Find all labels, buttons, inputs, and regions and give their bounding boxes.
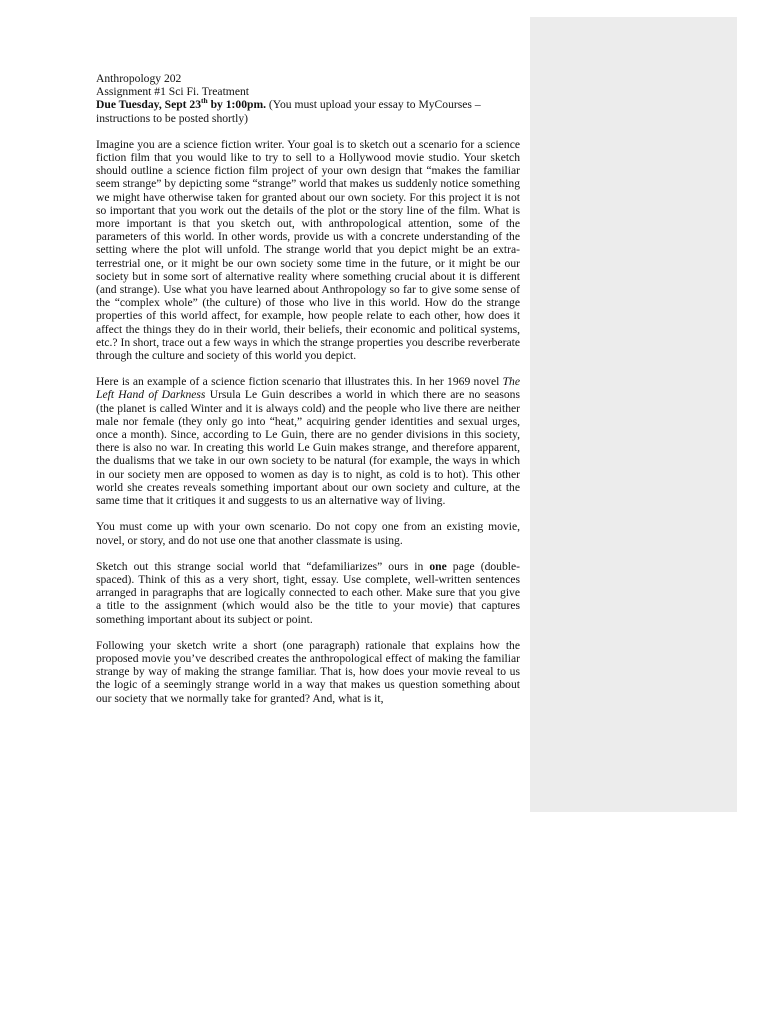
paragraph-rationale: Following your sketch write a short (one paragraph) rationale that explains how the proposed movie you’ve described creates the anthropological effect of making the familiar strange by way of making the strange familiar. That is, how does your movie reveal to us the logic of a seemingly strange world in a way that makes us question something about our society that we normally take for granted? And, what is it, [96, 638, 520, 705]
due-time: by 1:00pm. [207, 98, 267, 112]
paragraph-example [96, 375, 520, 507]
due-date-label: Due Tuesday, Sept 23 [96, 98, 202, 112]
novel-title: The Left Hand of Darkness [96, 375, 520, 402]
document-page [96, 72, 520, 705]
paragraph-originality: You must come up with your own scenario. Do not copy one from an existing movie, novel, or story, and do not use one that another classmate is using. [96, 520, 520, 547]
paragraph-format-body: page (double-spaced). Think of this as a very short, tight, essay. Use complete, well-written sentences arranged in paragraphs that are logically connected to each other. Make sure that you give a title to the assignment (which would also be the title to your movie) that captures something important about its subject or point. [96, 559, 520, 626]
comment-margin-pane [530, 17, 737, 812]
due-date-line [96, 98, 520, 124]
paragraph-format [96, 560, 520, 626]
due-date-suffix: th [201, 96, 208, 106]
paragraph-format-lead: Sketch out this strange social world that “defamiliarizes” ours in [96, 559, 430, 573]
emphasis-one: one [429, 559, 447, 573]
paragraph-intro: Imagine you are a science fiction writer. Your goal is to sketch out a scenario for a science fiction film that you would like to try to sell to a Hollywood movie studio. Your sketch should outline a science fiction film project of your own design that “makes the familiar seem strange” by depicting some “strange” world that makes us suddenly notice something we might have otherwise taken for granted about our own society. For this project it is not so important that you work out the details of the plot or the story line of the film. What is more important is that you sketch out, with anthropological attention, some of the parameters of this world. In other words, provide us with a concrete understanding of the setting where the plot will unfold. The strange world that you depict might be an extra-terrestrial one, or it might be our own society some time in the future, or it might be our society but in some sort of alternative reality where something crucial about it is different (and strange). Use what you have learned about Anthropology so far to give some sense of the “complex whole” (the culture) of those who live in this world. How do the strange properties of this world affect, for example, how people relate to each other, how does it affect the things they do in their world, their beliefs, their economic and political systems, etc.? In short, trace out a few ways in which the strange properties you describe reverberate through the culture and society of this world you depict. [96, 137, 520, 363]
assignment-title: Assignment #1 Sci Fi. Treatment [96, 85, 249, 99]
due-note: (You must upload your essay to MyCourses – instructions to be posted shortly) [96, 98, 481, 125]
course-title: Anthropology 202 [96, 72, 182, 85]
paragraph-example-lead: Here is an example of a science fiction scenario that illustrates this. In her 1969 novel [96, 375, 503, 389]
paragraph-example-body: Ursula Le Guin describes a world in which there are no seasons (the planet is called Winter and it is always cold) and the people who live there are neither male nor female (they only go into “heat,” acquiring gender identities and sexual urges, once a month). Since, according to Le Guin, there are no gender divisions in this society, there is also no war. In creating this world Le Guin makes strange, and therefore apparent, the dualisms that we take in our own society to be natural (for example, the ways in which in our society men are opposed to women as day is to night, as cold is to hot). This other world she creates reveals something important about our own society and culture, at the same time that it critiques it and suggests to us an alternative way of living. [96, 388, 520, 508]
